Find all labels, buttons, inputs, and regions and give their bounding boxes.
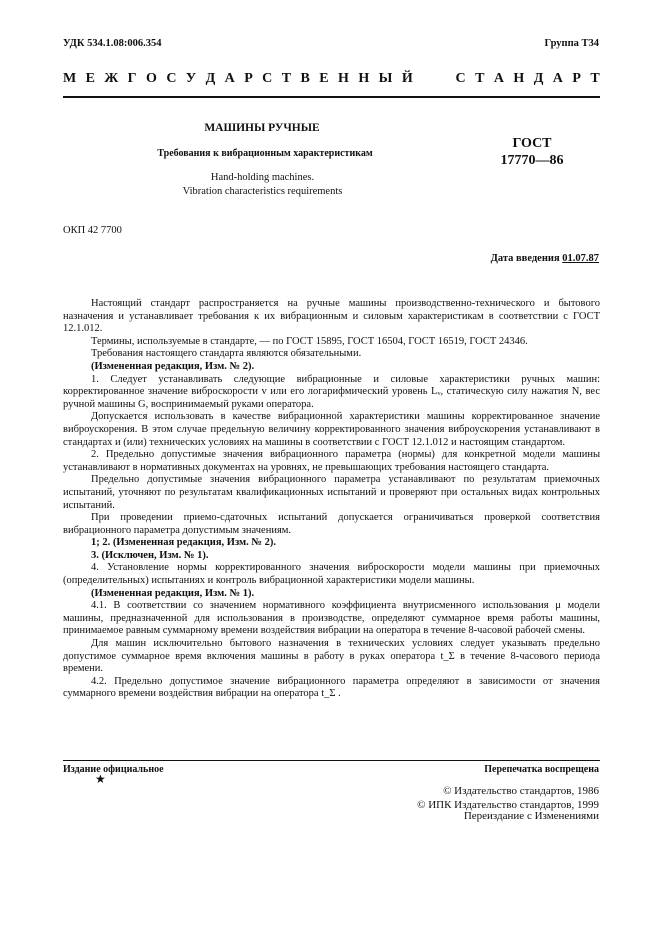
english-title-line-2: Vibration characteristics requirements: [182, 186, 343, 197]
banner-letter: С: [166, 71, 177, 86]
gost-label: ГОСТ: [512, 136, 552, 151]
banner-letter: Р: [572, 71, 581, 86]
header-rule: [63, 96, 600, 98]
gost-number: [492, 135, 572, 169]
body-paragraph: При проведении приемо-сдаточных испытаний допускается ограничиваться проверкой соответствия вибрационного параметра допустимым значениям.: [63, 512, 600, 536]
banner-letter: А: [224, 71, 235, 86]
banner-letter: Т: [281, 71, 292, 86]
body-paragraph: Настоящий стандарт распространяется на ручные машины производственно-технического и бытового назначения и устанавливает требования к их вибрационным и силовым характеристикам в соответствии с ГОСТ 12.1.012.: [63, 298, 600, 335]
copyright-1999: © ИПК Издательство стандартов, 1999: [417, 799, 599, 811]
body-paragraph: 3. (Исключен, Изм. № 1).: [91, 549, 209, 561]
banner-letter: А: [493, 71, 504, 86]
body-paragraph: Требования настоящего стандарта являются обязательными.: [91, 348, 362, 360]
banner-letter: Т: [475, 71, 485, 86]
banner-letter: У: [185, 71, 197, 86]
body-paragraph: Предельно допустимые значения вибрационного параметра устанавливают по результатам приемочных испытаний, уточняют по результатам квалификационных испытаний и проверяют при остальных видах контрольных испытаний.: [63, 474, 600, 511]
body-paragraph: (Измененная редакция, Изм. № 1).: [91, 587, 255, 599]
group-code: Группа Т34: [544, 38, 599, 49]
udk-code: УДК 534.1.08:006.354: [63, 38, 162, 49]
document-title: МАШИНЫ РУЧНЫЕ: [204, 122, 320, 134]
gost-code: 17770—86: [500, 153, 564, 168]
banner-letter: О: [146, 71, 157, 86]
introduction-date: [491, 253, 599, 264]
introduction-date-label: Дата введения: [490, 253, 563, 264]
body-paragraph: Для машин исключительно бытового назначения в технических условиях следует указывать предельно допустимое суммарное время включения машины в работу в руках оператора t_Σ в течение 8-часового периода времени.: [63, 638, 600, 675]
body-paragraph: 4.2. Предельно допустимое значение вибрационного параметра определяют в зависимости от значения суммарного времени воздействия вибрации на оператора t_Σ .: [63, 675, 600, 700]
banner-letter: Д: [205, 71, 216, 86]
banner-letter: Й: [401, 71, 413, 86]
banner-letter: Н: [338, 71, 349, 86]
banner-letter: Ж: [104, 71, 119, 86]
banner-letter: А: [552, 71, 563, 86]
banner-letter: Т: [590, 71, 600, 86]
banner-letter: Е: [85, 71, 95, 86]
banner-letter: Н: [358, 71, 370, 86]
document-subtitle: Требования к вибрационным характеристикам: [157, 148, 373, 159]
body-paragraph: 4.1. В соответствии со значением нормативного коэффициента внутрисменного использования μ модели машины, предназначенной для использования в производстве, определяют суммарное время работы машины, принимаемое равным суммарному времени воздействия вибрации на оператора в течение 8-часовой рабочей смены.: [63, 600, 600, 637]
banner-letter: Г: [127, 71, 137, 86]
banner-letter: С: [455, 71, 466, 86]
body-paragraph: 1; 2. (Измененная редакция, Изм. № 2).: [91, 537, 276, 549]
copyright-1986: © Издательство стандартов, 1986: [443, 785, 599, 797]
banner-letter: Н: [513, 71, 525, 86]
body-paragraph: Термины, используемые в стандарте, — по ГОСТ 15895, ГОСТ 16504, ГОСТ 16519, ГОСТ 24346.: [91, 335, 528, 347]
official-edition-label: Издание официальное: [63, 764, 164, 775]
banner-letter: В: [300, 71, 310, 86]
document-body: [63, 298, 600, 701]
footer-rule: [63, 760, 600, 761]
body-paragraph: 1. Следует устанавливать следующие вибрационные и силовые характеристики ручных машин: корректированное значение виброскорости v или его логарифмический уровень Lᵥ, статическую силу нажатия N, вес ручной машины G, воспринимаемый руками оператора.: [63, 373, 600, 410]
reprint-prohibited-label: Перепечатка воспрещена: [484, 764, 599, 775]
okp-code: ОКП 42 7700: [63, 225, 122, 236]
body-paragraph: 4. Установление нормы корректированного значения виброскорости модели машины при приемочных (определительных) испытаниях и контроль вибрационной характеристики модели машины.: [63, 562, 600, 587]
introduction-date-value: 01.07.87: [562, 253, 599, 264]
banner-letter: Р: [244, 71, 253, 86]
body-paragraph: 2. Предельно допустимые значения вибрационного параметра (нормы) для конкретной модели машины устанавливают в нормативных документах на уровнях, не превышающих требования настоящего стандарта.: [63, 449, 600, 473]
banner-letter: Е: [319, 71, 329, 86]
body-paragraph: (Измененная редакция, Изм. № 2).: [91, 360, 255, 372]
banner-letter: Ы: [378, 71, 393, 86]
banner-letter: Д: [533, 71, 544, 86]
body-paragraph: Допускается использовать в качестве вибрационной характеристики машины корректированное значение виброускорения. В этом случае предельную величину корректированного значения виброускорения устанавливают в стандартах и (или) технических условиях на машины в соответствии с ГОСТ 12.1.012 и настоящим стандартом.: [63, 411, 600, 448]
interstate-standard-banner: [63, 71, 600, 87]
banner-letter: С: [262, 71, 273, 86]
reissue-note: Переиздание с Изменениями: [463, 810, 599, 822]
english-title-line-1: Hand-holding machines.: [210, 172, 315, 183]
star-icon: ★: [95, 772, 106, 786]
banner-letter: М: [63, 71, 77, 86]
